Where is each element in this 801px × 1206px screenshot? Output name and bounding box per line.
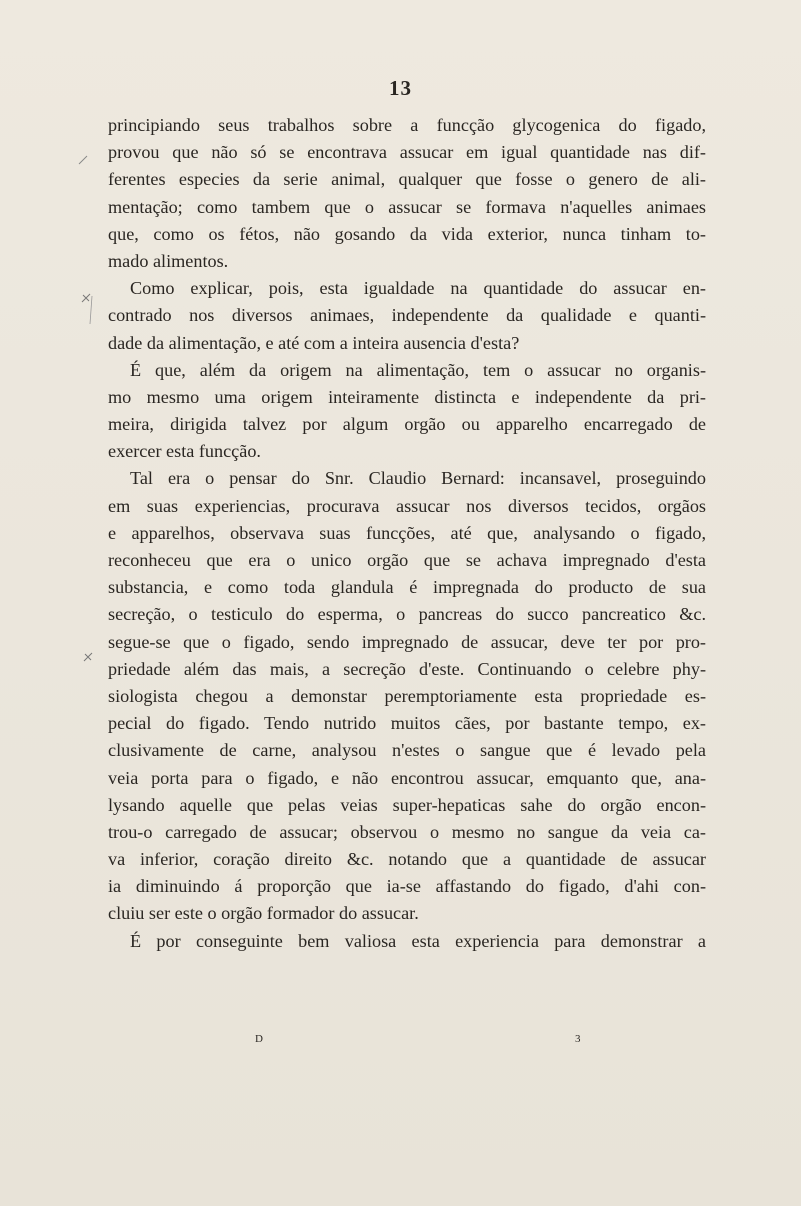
signature-marks: [108, 1033, 706, 1049]
page-number: 13: [389, 76, 412, 100]
text-line: ferentes especies da serie animal, qualquer que fosse o genero de ali-: [108, 169, 706, 190]
text-line: ia diminuindo á proporção que ia-se affastando do figado, d'ahi con-: [108, 876, 706, 897]
text-line: Tal era o pensar do Snr. Claudio Bernard: incansavel, proseguindo: [130, 468, 706, 489]
margin-mark-icon: [82, 651, 94, 663]
text-line: contrado nos diversos animaes, independente da qualidade e quanti-: [108, 305, 706, 326]
text-line: segue-se que o figado, sendo impregnado de assucar, deve ter por pro-: [108, 631, 706, 652]
margin-mark-icon: [78, 155, 88, 165]
text-line: secreção, o testiculo do esperma, o pancreas do succo pancreatico &c.: [108, 604, 706, 625]
text-line: dade da alimentação, e até com a inteira ausencia d'esta?: [108, 332, 520, 353]
text-line: mentação; como tambem que o assucar se formava n'aquelles animaes: [108, 196, 706, 217]
text-line: veia porta para o figado, e não encontrou assucar, emquanto que, ana-: [108, 767, 706, 788]
text-line: substancia, e como toda glandula é impregnada do producto de sua: [108, 577, 706, 598]
signature-mark-right: 3: [575, 1033, 581, 1045]
text-line: principiando seus trabalhos sobre a funcção glycogenica do figado,: [108, 115, 706, 135]
text-line: trou-o carregado de assucar; observou o mesmo no sangue da veia ca-: [108, 821, 706, 842]
text-line: siologista chegou a demonstar peremptoriamente esta propriedade es-: [108, 685, 706, 706]
text-line: provou que não só se encontrava assucar em igual quantidade nas dif-: [108, 142, 706, 163]
text-line: Como explicar, pois, esta igualdade na quantidade do assucar en-: [130, 278, 706, 299]
text-line: em suas experiencias, procurava assucar nos diversos tecidos, orgãos: [108, 495, 706, 516]
text-line: priedade além das mais, a secreção d'este. Continuando o celebre phy-: [108, 658, 706, 679]
text-line: clusivamente de carne, analysou n'estes o sangue que é levado pela: [108, 740, 706, 761]
text-line: meira, dirigida talvez por algum orgão ou apparelho encarregado de: [108, 414, 706, 435]
margin-mark-icon: [88, 296, 96, 324]
text-line: mado alimentos.: [108, 250, 229, 271]
text-line: É que, além da origem na alimentação, tem o assucar no organis-: [130, 359, 706, 380]
text-line: É por conseguinte bem valiosa esta experiencia para demonstrar a: [130, 930, 706, 951]
body-text: [108, 112, 706, 955]
text-line: cluiu ser este o orgão formador do assucar.: [108, 903, 419, 924]
text-line: e apparelhos, observava suas funcções, até que, analysando o figado,: [108, 522, 706, 543]
text-line: lysando aquelle que pelas veias super-hepaticas sahe do orgão encon-: [108, 794, 706, 815]
text-line: exercer esta funcção.: [108, 441, 261, 462]
text-line: mo mesmo uma origem inteiramente distincta e independente da pri-: [108, 386, 706, 407]
text-line: reconheceu que era o unico orgão que se achava impregnado d'esta: [108, 550, 706, 570]
text-line: pecial do figado. Tendo nutrido muitos cães, por bastante tempo, ex-: [108, 713, 706, 734]
signature-mark-left: D: [255, 1033, 263, 1045]
text-line: que, como os fétos, não gosando da vida exterior, nunca tinham to-: [108, 223, 706, 244]
text-line: va inferior, coração direito &c. notando que a quantidade de assucar: [108, 849, 706, 870]
